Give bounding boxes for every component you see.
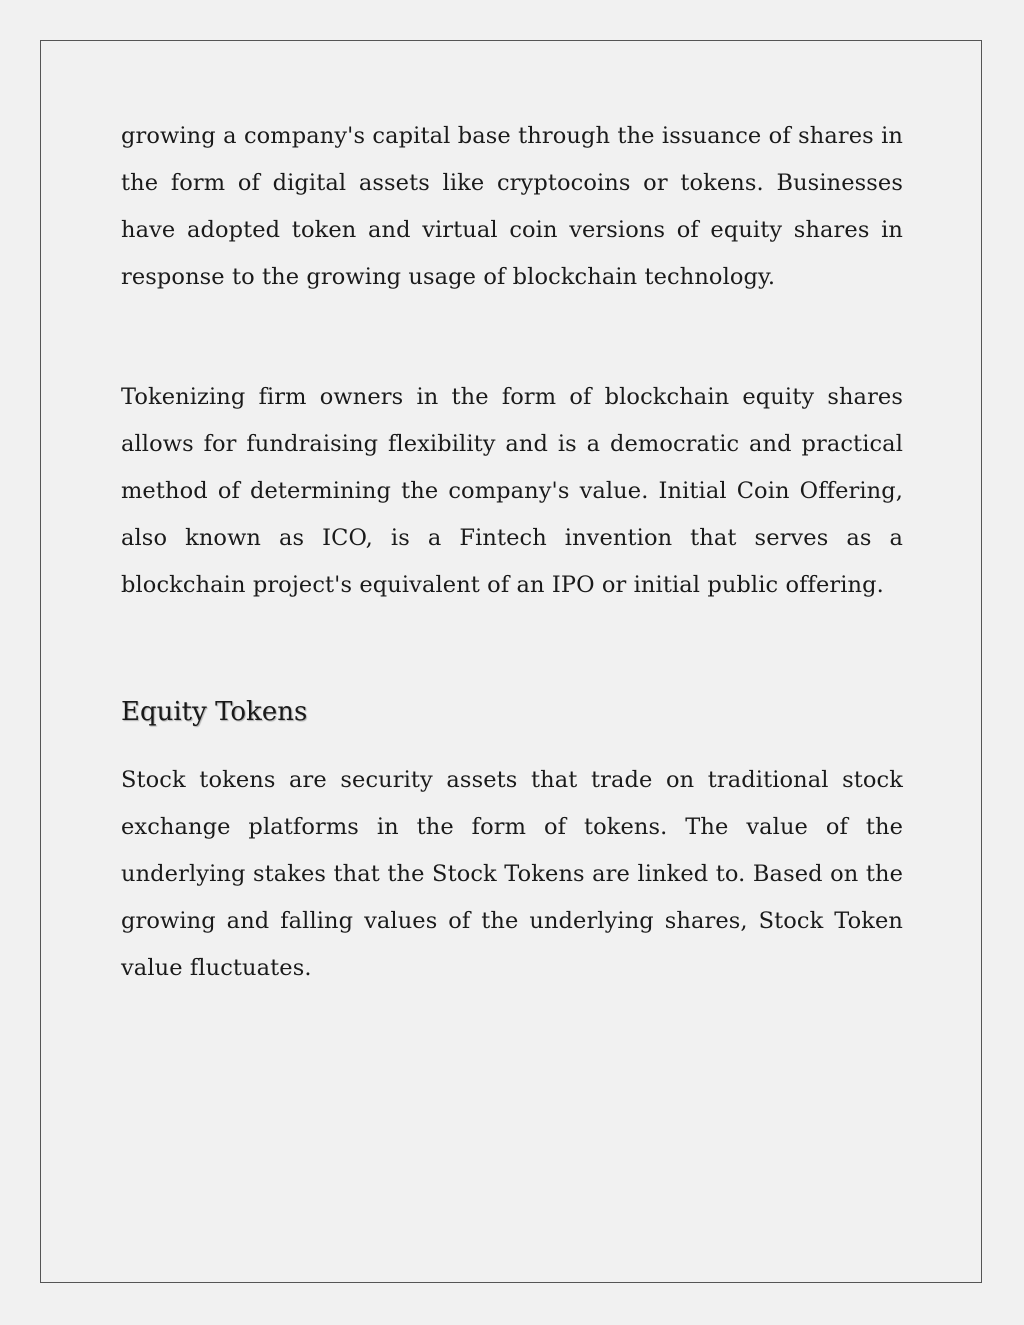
page-frame: [40, 40, 982, 1283]
section-paragraph: Stock tokens are security assets that trade on traditional stock exchange platforms in the form of tokens. The value of the underlying stakes that the Stock Tokens are linked to. Based on the growing and falling values of the underlying shares, Stock Token value fluctuates.: [121, 767, 903, 981]
section-heading: Equity Tokens: [121, 697, 308, 727]
body-paragraph-1: growing a company's capital base through the issuance of shares in the form of digital assets like cryptocoins or tokens. Businesses have adopted token and virtual coin versions of equity shares in response to the growing usage of blockchain technology.: [121, 123, 903, 290]
document-body: [121, 121, 903, 992]
body-paragraph-2: Tokenizing firm owners in the form of blockchain equity shares allows for fundraising flexibility and is a democratic and practical method of determining the company's value. Initial Coin Offering, also known as ICO, is a Fintech invention that serves as a blockchain project's equivalent of an IPO or initial public offering.: [121, 384, 903, 598]
